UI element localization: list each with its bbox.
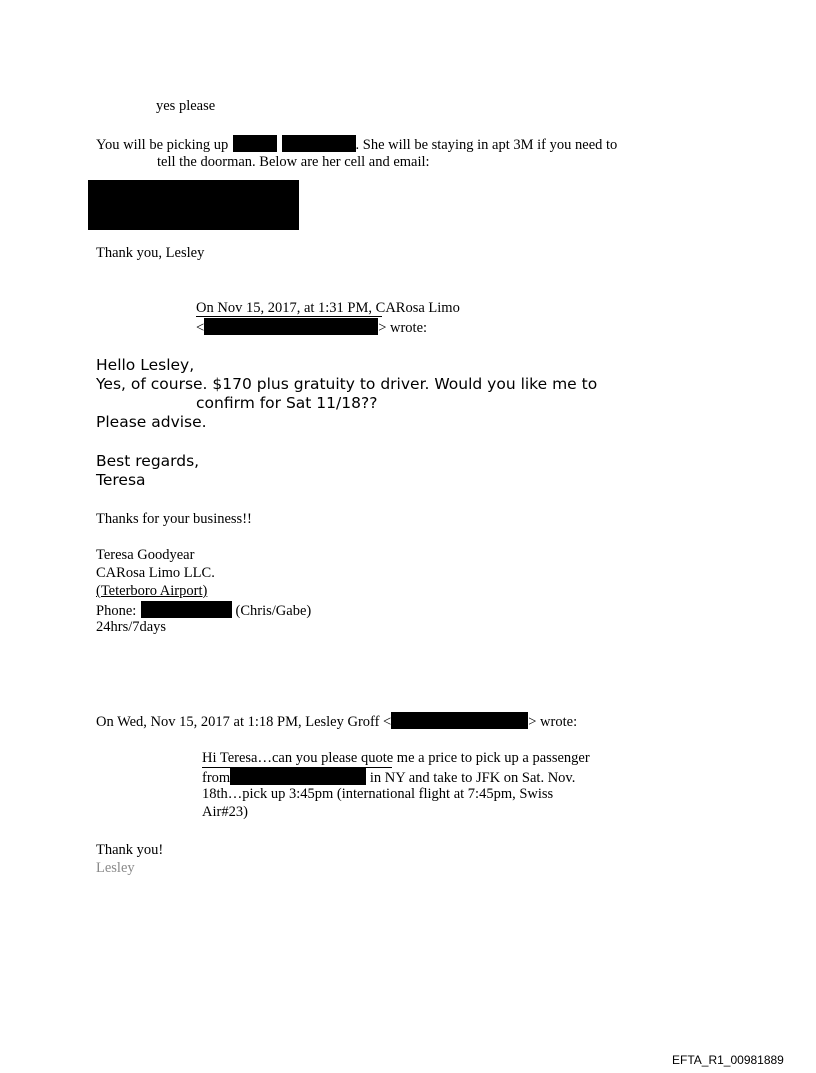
signoff-lesley: Thank you, Lesley [96,245,205,261]
thanks-business: Thanks for your business!! [96,511,252,527]
footer-document-id: EFTA_R1_00981889 [672,1053,784,1067]
signature-company: CARosa Limo LLC. [96,565,215,581]
closing-name: Lesley [96,860,135,876]
pickup-line-1-prefix: You will be picking up [96,137,229,153]
redacted-phone [141,601,232,618]
redacted-first-name [233,135,277,152]
phone-names: (Chris/Gabe) [231,603,312,619]
phone-label: Phone: [96,603,137,619]
signature-name: Teresa Goodyear [96,547,195,563]
original-header [96,712,577,731]
teresa-name: Teresa [96,471,146,489]
teresa-line-2: confirm for Sat 11/18?? [196,394,378,412]
redacted-contact-block [88,180,299,230]
redacted-limo-email [204,318,378,335]
quote-header-wrote: > wrote: [378,320,428,336]
closing-thanks: Thank you! [96,842,164,858]
original-line-2 [202,768,575,787]
original-line-2-suffix: in NY and take to JFK on Sat. Nov. [366,770,576,786]
redacted-address [230,768,366,785]
original-header-suffix: > wrote: [528,714,578,730]
teresa-line-1: Yes, of course. $170 plus gratuity to driver. Would you like me to [96,375,598,393]
original-line-2-prefix: from [202,770,231,786]
original-header-prefix: On Wed, Nov 15, 2017 at 1:18 PM, Lesley Groff < [96,714,392,730]
signature-phone [96,601,311,620]
pickup-line-1 [96,135,617,154]
quote-header-line-1 [196,300,460,317]
teresa-line-3: Please advise. [96,413,207,431]
teresa-greeting: Hello Lesley, [96,356,195,374]
teresa-regards: Best regards, [96,452,200,470]
reply-text: yes please [156,98,216,114]
signature-location-text: (Teterboro Airport) [96,583,208,599]
quote-header-open-bracket: < [196,320,205,336]
redacted-last-name [282,135,356,152]
redacted-lesley-email [391,712,528,729]
signature-location [96,583,207,600]
quote-header-line-2 [196,318,427,337]
quote-header-line-1-text: On Nov 15, 2017, at 1:31 PM, CARosa Limo [196,300,460,316]
pickup-line-1-suffix: . She will be staying in apt 3M if you need to [355,137,618,153]
original-line-3: 18th…pick up 3:45pm (international flight at 7:45pm, Swiss [202,786,554,802]
original-line-4: Air#23) [202,804,248,820]
pickup-line-2: tell the doorman. Below are her cell and email: [157,154,430,170]
original-line-1: Hi Teresa…can you please quote me a price to pick up a passenger [202,750,590,766]
signature-hours: 24hrs/7days [96,619,167,635]
quote-header-underline [196,316,382,317]
